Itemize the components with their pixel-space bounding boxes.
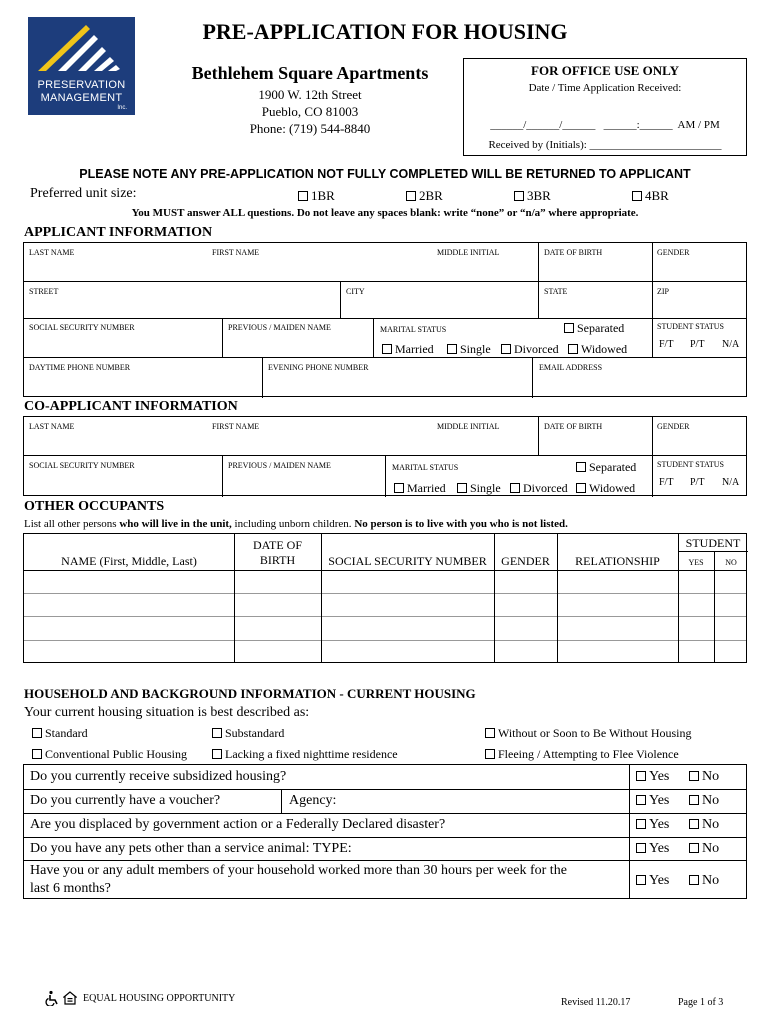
footer-left xyxy=(44,990,235,1006)
co-student-status-label: STUDENT STATUS xyxy=(657,460,724,469)
q1-no[interactable]: No xyxy=(689,769,719,785)
marital-married[interactable]: Married xyxy=(382,342,434,357)
co-last-name-label: LAST NAME xyxy=(29,422,75,431)
equal-housing-icon xyxy=(63,991,77,1005)
co-ssn-label: SOCIAL SECURITY NUMBER xyxy=(29,461,135,470)
checkbox-icon[interactable] xyxy=(636,875,646,885)
checkbox-icon[interactable] xyxy=(689,875,699,885)
question-worked-2: last 6 months? xyxy=(30,881,111,896)
household-sub: Your current housing situation is best described as: xyxy=(24,705,310,720)
page-title: PRE-APPLICATION FOR HOUSING xyxy=(202,19,568,44)
checkbox-icon[interactable] xyxy=(636,819,646,829)
office-received-by[interactable]: Received by (Initials): ________________________ xyxy=(488,139,722,151)
ssn-label: SOCIAL SECURITY NUMBER xyxy=(29,323,135,332)
logo-text-3: Inc. xyxy=(117,105,127,111)
coapplicant-grid xyxy=(23,416,747,496)
gender-label: GENDER xyxy=(657,248,690,257)
question-agency: Agency: xyxy=(289,793,337,808)
marital-divorced[interactable]: Divorced xyxy=(501,342,559,357)
revised-date: Revised 11.20.17 xyxy=(561,997,631,1008)
company-logo xyxy=(28,17,135,115)
checkbox-icon[interactable] xyxy=(501,344,511,354)
questions-table xyxy=(23,764,747,899)
city-label: CITY xyxy=(346,287,365,296)
co-marital-divorced[interactable]: Divorced xyxy=(510,481,568,496)
col-dob-header-2: BIRTH xyxy=(259,553,296,567)
day-phone-label: DAYTIME PHONE NUMBER xyxy=(29,363,131,372)
opt-standard[interactable]: Standard xyxy=(32,726,88,741)
unit-option-4br[interactable]: 4BR xyxy=(632,188,669,204)
checkbox-icon[interactable] xyxy=(689,843,699,853)
opt-fleeing[interactable]: Fleeing / Attempting to Flee Violence xyxy=(485,747,679,762)
last-name-label: LAST NAME xyxy=(29,248,75,257)
occupants-heading: OTHER OCCUPANTS xyxy=(24,499,165,514)
q5-yes[interactable]: Yes xyxy=(636,873,669,889)
question-displaced: Are you displaced by government action or a Federally Declared disaster? xyxy=(30,817,446,832)
checkbox-icon[interactable] xyxy=(212,749,222,759)
co-marital-widowed[interactable]: Widowed xyxy=(576,481,635,496)
q1-yes[interactable]: Yes xyxy=(636,769,669,785)
q2-no[interactable]: No xyxy=(689,793,719,809)
dob-label: DATE OF BIRTH xyxy=(544,248,603,257)
checkbox-icon[interactable] xyxy=(576,483,586,493)
logo-text-2: MANAGEMENT xyxy=(40,92,123,104)
co-gender-label: GENDER xyxy=(657,422,690,431)
checkbox-icon[interactable] xyxy=(689,795,699,805)
co-student-na[interactable]: N/A xyxy=(722,477,740,488)
office-date-label: Date / Time Application Received: xyxy=(528,82,682,94)
equal-housing-text: EQUAL HOUSING OPPORTUNITY xyxy=(83,992,236,1004)
q4-no[interactable]: No xyxy=(689,841,719,857)
property-name: Bethlehem Square Apartments xyxy=(191,63,429,83)
evening-phone-label: EVENING PHONE NUMBER xyxy=(268,363,369,372)
checkbox-icon[interactable] xyxy=(689,819,699,829)
col-dob-header-1: DATE OF xyxy=(252,538,302,552)
marital-widowed[interactable]: Widowed xyxy=(568,342,627,357)
col-ssn-header: SOCIAL SECURITY NUMBER xyxy=(328,554,487,568)
checkbox-icon[interactable] xyxy=(636,843,646,853)
checkbox-icon[interactable] xyxy=(457,483,467,493)
checkbox-icon[interactable] xyxy=(485,728,495,738)
student-pt[interactable]: P/T xyxy=(690,339,705,350)
unit-option-1br[interactable]: 1BR xyxy=(298,188,335,204)
opt-substandard[interactable]: Substandard xyxy=(212,726,284,741)
checkbox-icon[interactable] xyxy=(32,749,42,759)
marital-single[interactable]: Single xyxy=(447,342,491,357)
office-date-line[interactable]: ______/______/______ ______:______ AM / PM xyxy=(490,119,720,131)
question-worked-1: Have you or any adult members of your household worked more than 30 hours per week for the xyxy=(30,863,567,878)
checkbox-icon[interactable] xyxy=(564,323,574,333)
checkbox-icon[interactable] xyxy=(406,191,416,201)
office-use-heading: FOR OFFICE USE ONLY xyxy=(531,63,679,78)
unit-option-2br[interactable]: 2BR xyxy=(406,188,443,204)
property-address-2: Pueblo, CO 81003 xyxy=(261,104,359,119)
co-marital-single[interactable]: Single xyxy=(457,481,501,496)
checkbox-icon[interactable] xyxy=(514,191,524,201)
col-name-header: NAME (First, Middle, Last) xyxy=(61,554,197,568)
co-marital-separated[interactable]: Separated xyxy=(576,460,636,475)
unit-option-3br[interactable]: 3BR xyxy=(514,188,551,204)
co-dob-label: DATE OF BIRTH xyxy=(544,422,603,431)
checkbox-icon[interactable] xyxy=(394,483,404,493)
logo-text-1: PRESERVATION xyxy=(37,79,126,91)
accessibility-icon xyxy=(44,990,60,1006)
opt-without-housing[interactable]: Without or Soon to Be Without Housing xyxy=(485,726,691,741)
question-pets: Do you have any pets other than a service animal: TYPE: xyxy=(30,841,352,856)
zip-label: ZIP xyxy=(657,287,669,296)
col-student-yes: YES xyxy=(688,558,704,567)
applicant-grid xyxy=(23,242,747,397)
page-number: Page 1 of 3 xyxy=(678,997,724,1008)
student-status-label: STUDENT STATUS xyxy=(657,322,724,331)
checkbox-icon[interactable] xyxy=(689,771,699,781)
office-use-box xyxy=(463,58,747,156)
property-phone: Phone: (719) 544-8840 xyxy=(249,121,371,136)
first-name-label: FIRST NAME xyxy=(212,248,260,257)
checkbox-icon[interactable] xyxy=(212,728,222,738)
checkbox-icon[interactable] xyxy=(568,344,578,354)
notice-text: PLEASE NOTE ANY PRE-APPLICATION NOT FULLY COMPLETED WILL BE RETURNED TO APPLICANT xyxy=(79,167,691,181)
student-na[interactable]: N/A xyxy=(722,339,740,350)
checkbox-icon[interactable] xyxy=(632,191,642,201)
question-subsidized: Do you currently receive subsidized housing? xyxy=(30,769,287,784)
col-student-header: STUDENT xyxy=(685,536,741,550)
marital-separated[interactable]: Separated xyxy=(564,321,624,336)
co-first-name-label: FIRST NAME xyxy=(212,422,260,431)
checkbox-icon[interactable] xyxy=(382,344,392,354)
middle-initial-label: MIDDLE INITIAL xyxy=(437,248,500,257)
q3-yes[interactable]: Yes xyxy=(636,817,669,833)
q4-yes[interactable]: Yes xyxy=(636,841,669,857)
question-voucher: Do you currently have a voucher? xyxy=(30,793,221,808)
col-relationship-header: RELATIONSHIP xyxy=(575,554,660,568)
prev-name-label: PREVIOUS / MAIDEN NAME xyxy=(228,323,331,332)
checkbox-icon[interactable] xyxy=(298,191,308,201)
logo-mountain-icon xyxy=(28,19,135,79)
co-student-ft[interactable]: F/T xyxy=(659,477,674,488)
q5-no[interactable]: No xyxy=(689,873,719,889)
student-ft[interactable]: F/T xyxy=(659,339,674,350)
street-label: STREET xyxy=(29,287,59,296)
state-label: STATE xyxy=(544,287,568,296)
opt-lacking[interactable]: Lacking a fixed nighttime residence xyxy=(212,747,398,762)
co-marital-status-label: MARITAL STATUS xyxy=(392,463,459,472)
marital-status-label: MARITAL STATUS xyxy=(380,325,447,334)
property-address-1: 1900 W. 12th Street xyxy=(258,87,362,102)
co-marital-married[interactable]: Married xyxy=(394,481,446,496)
email-label: EMAIL ADDRESS xyxy=(539,363,603,372)
col-student-no: NO xyxy=(725,558,737,567)
checkbox-icon[interactable] xyxy=(636,771,646,781)
household-heading: HOUSEHOLD AND BACKGROUND INFORMATION - CURRENT HOUSING xyxy=(24,686,476,701)
coapplicant-heading: CO-APPLICANT INFORMATION xyxy=(24,399,238,414)
col-gender-header: GENDER xyxy=(501,554,550,568)
applicant-heading: APPLICANT INFORMATION xyxy=(24,225,213,240)
checkbox-icon[interactable] xyxy=(510,483,520,493)
co-student-pt[interactable]: P/T xyxy=(690,477,705,488)
unit-size-label: Preferred unit size: xyxy=(30,186,137,201)
q2-yes[interactable]: Yes xyxy=(636,793,669,809)
checkbox-icon[interactable] xyxy=(447,344,457,354)
opt-conventional[interactable]: Conventional Public Housing xyxy=(32,747,187,762)
must-answer-note: You MUST answer ALL questions. Do not leave any spaces blank: write “none” or “n/a” where appropriate. xyxy=(131,207,639,219)
checkbox-icon[interactable] xyxy=(32,728,42,738)
occupants-intro: List all other persons who will live in the unit, including unborn children. No person is to live with you who is not listed. xyxy=(24,518,568,530)
co-middle-initial-label: MIDDLE INITIAL xyxy=(437,422,500,431)
checkbox-icon[interactable] xyxy=(576,462,586,472)
q3-no[interactable]: No xyxy=(689,817,719,833)
checkbox-icon[interactable] xyxy=(485,749,495,759)
co-prev-name-label: PREVIOUS / MAIDEN NAME xyxy=(228,461,331,470)
checkbox-icon[interactable] xyxy=(636,795,646,805)
occupants-table xyxy=(23,533,747,663)
